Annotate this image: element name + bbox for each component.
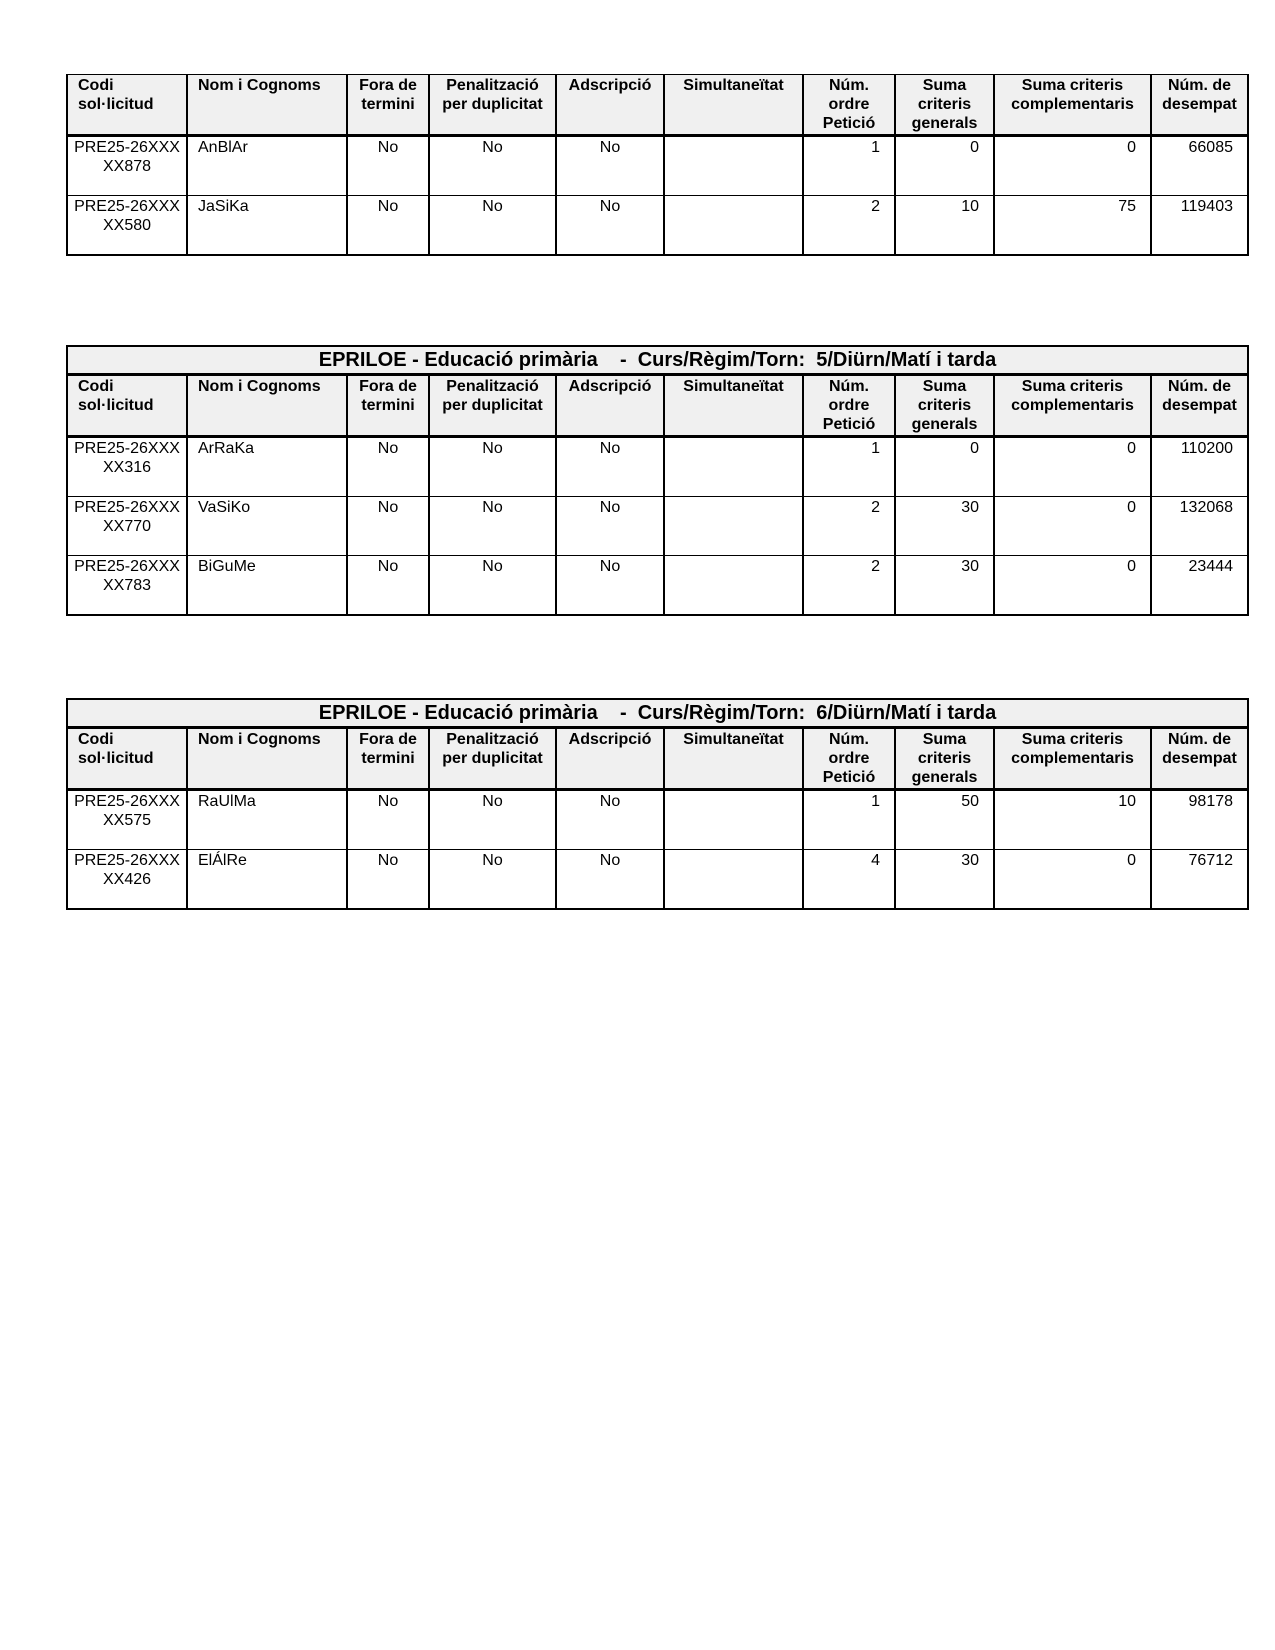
cell-criteris-generals: 30	[895, 497, 994, 556]
cell-simultaneitat	[664, 497, 803, 556]
cell-ordre-peticio: 1	[803, 790, 895, 850]
cell-criteris-complementaris: 0	[994, 497, 1151, 556]
cell-fora-termini: No	[347, 437, 429, 497]
cell-criteris-complementaris: 75	[994, 196, 1151, 256]
cell-penalitzacio: No	[429, 556, 556, 616]
header-fora-termini: Fora de termini	[347, 375, 429, 437]
cell-fora-termini: No	[347, 497, 429, 556]
header-criteris-generals: Suma criteris generals	[895, 728, 994, 790]
cell-ordre-peticio: 2	[803, 497, 895, 556]
cell-nom: BiGuMe	[187, 556, 347, 616]
cell-adscripcio: No	[556, 437, 664, 497]
cell-criteris-generals: 50	[895, 790, 994, 850]
cell-criteris-generals: 30	[895, 556, 994, 616]
cell-desempat: 132068	[1151, 497, 1248, 556]
cell-desempat: 110200	[1151, 437, 1248, 497]
cell-codi: PRE25-26XXXXX783	[67, 556, 187, 616]
cell-criteris-complementaris: 0	[994, 850, 1151, 910]
cell-simultaneitat	[664, 136, 803, 196]
cell-penalitzacio: No	[429, 196, 556, 256]
cell-penalitzacio: No	[429, 437, 556, 497]
cell-fora-termini: No	[347, 556, 429, 616]
cell-codi: PRE25-26XXXXX426	[67, 850, 187, 910]
header-ordre-peticio: Núm. ordre Petició	[803, 375, 895, 437]
cell-criteris-generals: 0	[895, 136, 994, 196]
header-ordre-peticio: Núm. ordre Petició	[803, 75, 895, 136]
cell-ordre-peticio: 1	[803, 437, 895, 497]
header-desempat: Núm. de desempat	[1151, 75, 1248, 136]
cell-penalitzacio: No	[429, 136, 556, 196]
cell-simultaneitat	[664, 790, 803, 850]
table-title-row	[67, 346, 1248, 375]
header-simultaneitat: Simultaneïtat	[664, 728, 803, 790]
cell-criteris-complementaris: 0	[994, 556, 1151, 616]
table-title: EPRILOE - Educació primària - Curs/Règim/Torn: 6/Diürn/Matí i tarda	[67, 699, 1248, 728]
header-fora-termini: Fora de termini	[347, 728, 429, 790]
cell-desempat: 66085	[1151, 136, 1248, 196]
table-row	[67, 437, 1248, 497]
column-header-row	[67, 728, 1248, 790]
cell-nom: ArRaKa	[187, 437, 347, 497]
cell-adscripcio: No	[556, 556, 664, 616]
header-penalitzacio: Penalització per duplicitat	[429, 75, 556, 136]
cell-criteris-complementaris: 10	[994, 790, 1151, 850]
cell-desempat: 23444	[1151, 556, 1248, 616]
table-row	[67, 136, 1248, 196]
header-nom: Nom i Cognoms	[187, 375, 347, 437]
cell-adscripcio: No	[556, 850, 664, 910]
cell-criteris-complementaris: 0	[994, 437, 1151, 497]
cell-criteris-generals: 30	[895, 850, 994, 910]
cell-adscripcio: No	[556, 497, 664, 556]
header-adscripcio: Adscripció	[556, 728, 664, 790]
cell-fora-termini: No	[347, 196, 429, 256]
admission-table	[66, 698, 1249, 910]
table-row	[67, 850, 1248, 910]
column-header-row	[67, 375, 1248, 437]
cell-fora-termini: No	[347, 136, 429, 196]
table-row	[67, 556, 1248, 616]
table-title-row	[67, 699, 1248, 728]
header-desempat: Núm. de desempat	[1151, 728, 1248, 790]
header-nom: Nom i Cognoms	[187, 75, 347, 136]
header-criteris-complementaris: Suma criteris complementaris	[994, 375, 1151, 437]
cell-nom: VaSiKo	[187, 497, 347, 556]
header-criteris-generals: Suma criteris generals	[895, 375, 994, 437]
header-penalitzacio: Penalització per duplicitat	[429, 728, 556, 790]
cell-nom: AnBlAr	[187, 136, 347, 196]
header-penalitzacio: Penalització per duplicitat	[429, 375, 556, 437]
cell-simultaneitat	[664, 556, 803, 616]
cell-simultaneitat	[664, 850, 803, 910]
header-adscripcio: Adscripció	[556, 75, 664, 136]
cell-nom: RaUlMa	[187, 790, 347, 850]
header-criteris-complementaris: Suma criteris complementaris	[994, 728, 1151, 790]
cell-criteris-complementaris: 0	[994, 136, 1151, 196]
cell-penalitzacio: No	[429, 850, 556, 910]
table-title: EPRILOE - Educació primària - Curs/Règim/Torn: 5/Diürn/Matí i tarda	[67, 346, 1248, 375]
column-header-row	[67, 75, 1248, 136]
cell-desempat: 119403	[1151, 196, 1248, 256]
cell-codi: PRE25-26XXXXX575	[67, 790, 187, 850]
cell-adscripcio: No	[556, 136, 664, 196]
cell-adscripcio: No	[556, 196, 664, 256]
table-row	[67, 790, 1248, 850]
cell-penalitzacio: No	[429, 497, 556, 556]
header-nom: Nom i Cognoms	[187, 728, 347, 790]
cell-simultaneitat	[664, 437, 803, 497]
cell-fora-termini: No	[347, 790, 429, 850]
header-desempat: Núm. de desempat	[1151, 375, 1248, 437]
admission-table	[66, 74, 1249, 256]
cell-penalitzacio: No	[429, 790, 556, 850]
table-row	[67, 196, 1248, 256]
header-simultaneitat: Simultaneïtat	[664, 375, 803, 437]
cell-adscripcio: No	[556, 790, 664, 850]
header-adscripcio: Adscripció	[556, 375, 664, 437]
header-simultaneitat: Simultaneïtat	[664, 75, 803, 136]
table-row	[67, 497, 1248, 556]
cell-nom: ElÁlRe	[187, 850, 347, 910]
cell-criteris-generals: 0	[895, 437, 994, 497]
cell-simultaneitat	[664, 196, 803, 256]
cell-criteris-generals: 10	[895, 196, 994, 256]
header-codi: Codi sol·licitud	[67, 375, 187, 437]
cell-desempat: 98178	[1151, 790, 1248, 850]
header-ordre-peticio: Núm. ordre Petició	[803, 728, 895, 790]
cell-codi: PRE25-26XXXXX878	[67, 136, 187, 196]
cell-codi: PRE25-26XXXXX770	[67, 497, 187, 556]
cell-fora-termini: No	[347, 850, 429, 910]
header-codi: Codi sol·licitud	[67, 75, 187, 136]
cell-desempat: 76712	[1151, 850, 1248, 910]
cell-ordre-peticio: 2	[803, 196, 895, 256]
cell-codi: PRE25-26XXXXX316	[67, 437, 187, 497]
cell-ordre-peticio: 2	[803, 556, 895, 616]
header-fora-termini: Fora de termini	[347, 75, 429, 136]
admission-table	[66, 345, 1249, 616]
header-criteris-complementaris: Suma criteris complementaris	[994, 75, 1151, 136]
header-criteris-generals: Suma criteris generals	[895, 75, 994, 136]
cell-ordre-peticio: 1	[803, 136, 895, 196]
cell-ordre-peticio: 4	[803, 850, 895, 910]
header-codi: Codi sol·licitud	[67, 728, 187, 790]
cell-nom: JaSiKa	[187, 196, 347, 256]
cell-codi: PRE25-26XXXXX580	[67, 196, 187, 256]
